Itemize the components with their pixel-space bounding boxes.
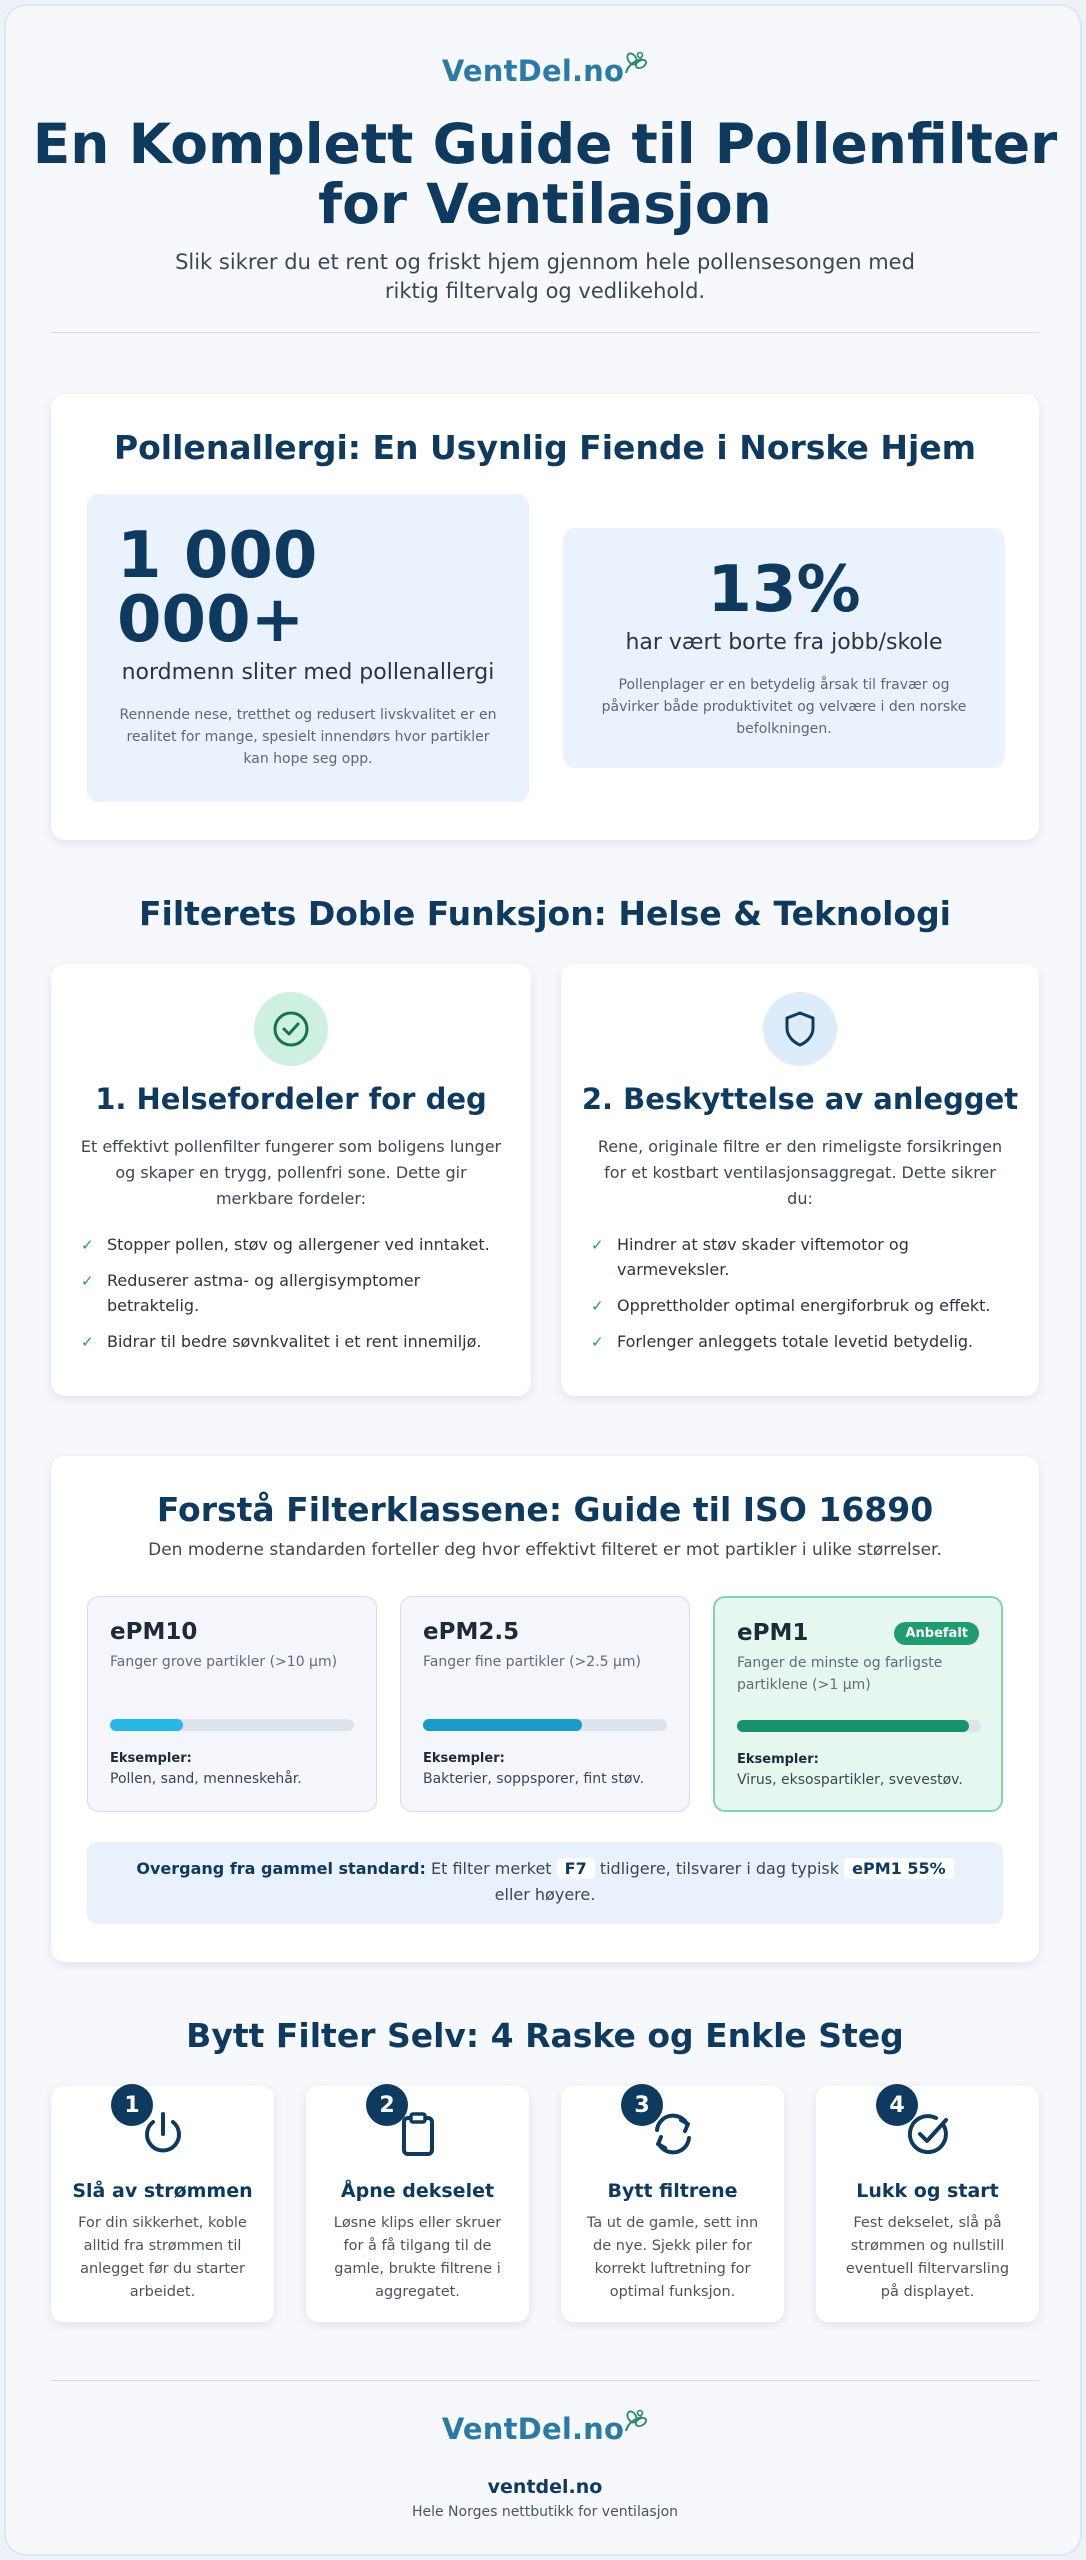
logo-text: VentDel.no [441,2412,625,2446]
logo-text: VentDel.no [441,54,625,88]
step-description: Fest dekselet, slå på strømmen og nullstill eventuell filtervarsling på displayet. [845,2215,1010,2300]
stat-value-line1: 1 000 [117,519,318,593]
filter-class-title: Forstå Filterklassene: Guide til ISO 16890 [156,1490,934,1529]
divider [51,332,1039,333]
checkmark-icon: ✓ [591,1236,604,1254]
leaf-icon [620,2409,648,2435]
list-item: ✓ Opprettholder optimal energiforbruk og effekt. [591,1293,1021,1318]
page-subtitle: Slik sikrer du et rent og friskt hjem gjennom hele pollensesongen med riktig filtervalg og vedlikehold. [175,250,915,303]
stat-label: har vært borte fra jobb/skole [625,630,943,655]
stat-label: nordmenn sliter med pollenallergi [121,660,495,685]
checkmark-icon: ✓ [81,1236,94,1254]
checkmark-icon: ✓ [81,1272,94,1290]
efficiency-bar-fill [423,1719,582,1731]
step-title: Slå av strømmen [72,2180,253,2202]
step-card [306,2086,529,2322]
filter-class-card [87,1596,377,1812]
list-item: ✓ Bidrar til bedre søvnkvalitet i et rent innemiljø. [81,1329,511,1354]
stat-box-sufferers [87,494,529,802]
class-name: ePM2.5 [423,1619,520,1645]
steps-title: Bytt Filter Selv: 4 Raske og Enkle Steg [186,2016,904,2055]
examples-label: Eksempler: [737,1752,819,1767]
health-card [51,964,531,1396]
step-title: Bytt filtrene [607,2180,738,2202]
allergy-title: Pollenallergi: En Usynlig Fiende i Norske Hjem [113,428,977,467]
stat-value-line2: 000+ [117,583,305,657]
efficiency-bar [110,1719,354,1731]
footer-site-link[interactable]: ventdel.no [487,2476,603,2498]
transition-label: Overgang fra gammel standard: [136,1859,426,1878]
list-item: ✓ Stopper pollen, støv og allergener ved inntaket. [81,1232,511,1257]
efficiency-bar-fill [737,1720,969,1732]
filter-class-section [51,1456,1039,1962]
stat-description: Pollenplager er en betydelig årsak til fravær og påvirker både produktivitet og velvære i den norske befolkningen. [601,677,967,737]
footer-tagline: Hele Norges nettbutikk for ventilasjon [411,2504,679,2520]
stat-box-absence [563,528,1005,768]
health-intro: Et effektivt pollenfilter fungerer som boligens lunger og skaper en trygg, pollenfri sone. Dette gir merkbare fordeler: [80,1137,502,1208]
stat-value: 13% [707,553,861,627]
step-number-badge: 4 [876,2084,918,2126]
efficiency-bar-fill [110,1719,183,1731]
class-description: Fanger grove partikler (>10 µm) [110,1654,338,1670]
leaf-icon [620,51,648,77]
list-item: ✓ Forlenger anleggets totale levetid betydelig. [591,1329,1021,1354]
new-class-chip: ePM1 55% [844,1858,954,1879]
footer-logo[interactable] [6,2412,1082,2446]
examples-text: Virus, eksospartikler, svevestøv. [737,1772,963,1788]
standard-transition-note: Overgang fra gammel standard: Et filter merket F7 tidligere, tilsvarer i dag typisk ePM1 55% eller høyere. [87,1842,1003,1924]
filter-class-card [713,1596,1003,1812]
health-benefit-list [81,1232,511,1365]
checkmark-icon: ✓ [591,1333,604,1351]
step-card [51,2086,274,2322]
protection-benefit-list [591,1232,1021,1365]
class-description: Fanger de minste og farligste partiklene (>1 µm) [737,1655,943,1693]
class-name: ePM10 [110,1619,198,1645]
list-item: ✓ Reduserer astma- og allergisymptomer betraktelig. [81,1271,421,1315]
step-description: For din sikkerhet, koble alltid fra strømmen til anlegget før du starter arbeidet. [78,2215,247,2300]
health-title: 1. Helsefordeler for deg [95,1082,487,1116]
page-title: En Komplett Guide til Pollenfilter for Ventilasjon [32,112,1058,236]
examples-label: Eksempler: [423,1751,505,1766]
filter-class-card [400,1596,690,1812]
step-description: Løsne klips eller skruer for å få tilgang til de gamle, brukte filtrene i aggregatet. [333,2215,502,2300]
examples-text: Bakterier, soppsporer, fint støv. [423,1771,645,1787]
class-description: Fanger fine partikler (>2.5 µm) [423,1654,642,1670]
class-name: ePM1 [737,1620,809,1646]
efficiency-bar [423,1719,667,1731]
list-item: ✓ Hindrer at støv skader viftemotor og varmeveksler. [591,1235,909,1279]
stat-description: Rennende nese, tretthet og redusert livskvalitet er en realitet for mange, spesielt innendørs hvor partikler kan hope seg opp. [119,707,497,767]
step-number-badge: 3 [621,2084,663,2126]
recommended-badge: Anbefalt [894,1622,979,1645]
efficiency-bar [737,1720,981,1732]
functions-title: Filterets Doble Funksjon: Helse & Teknologi [138,894,951,933]
protection-card [561,964,1039,1396]
step-title: Lukk og start [856,2180,999,2202]
step-card [561,2086,784,2322]
check-circle-icon [254,992,328,1066]
step-number-badge: 1 [111,2084,153,2126]
shield-icon [763,992,837,1066]
old-class-chip: F7 [557,1858,595,1879]
infographic-page [4,4,1082,2556]
step-title: Åpne dekselet [340,2180,495,2202]
examples-label: Eksempler: [110,1751,192,1766]
examples-text: Pollen, sand, menneskehår. [110,1771,302,1787]
header-logo[interactable] [6,54,1082,88]
checkmark-icon: ✓ [81,1333,94,1351]
protection-title: 2. Beskyttelse av anlegget [581,1082,1019,1116]
filter-class-subtitle: Den moderne standarden forteller deg hvor effektivt filteret er mot partikler i ulike størrelser. [148,1540,942,1560]
divider [51,2380,1039,2381]
allergy-section [51,394,1039,840]
checkmark-icon: ✓ [591,1297,604,1315]
step-number-badge: 2 [366,2084,408,2126]
step-card [816,2086,1039,2322]
step-description: Ta ut de gamle, sett inn de nye. Sjekk piler for korrekt luftretning for optimal funksjon. [586,2215,759,2300]
protection-intro: Rene, originale filtre er den rimeligste forsikringen for et kostbart ventilasjonsaggregat. Dette sikrer du: [597,1137,1003,1208]
